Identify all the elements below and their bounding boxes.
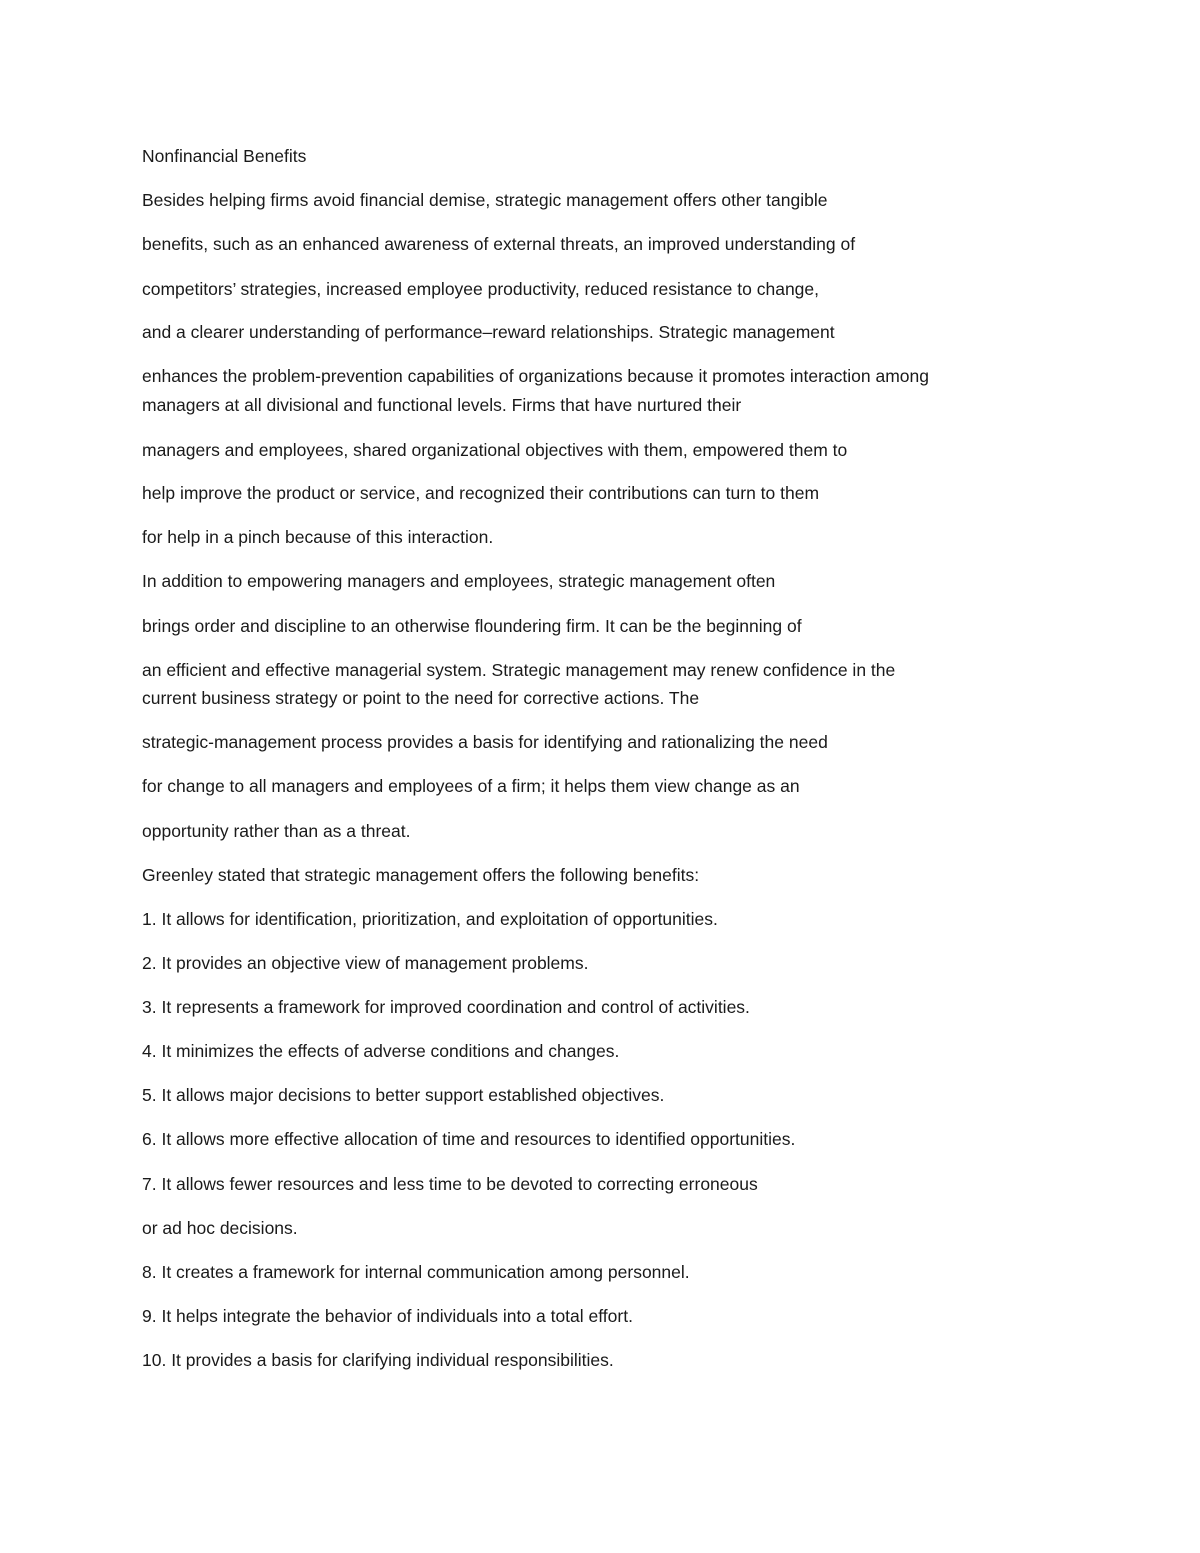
- text-line: current business strategy or point to the need for corrective actions. The: [142, 688, 700, 708]
- document-heading: Nonfinancial Benefits: [142, 146, 307, 166]
- text-line: managers at all divisional and functional levels. Firms that have nurtured their: [142, 395, 742, 415]
- text-line: enhances the problem-prevention capabilities of organizations because it promotes interaction among: [142, 366, 929, 386]
- text-line: competitors’ strategies, increased employee productivity, reduced resistance to change,: [142, 279, 820, 299]
- list-item: 3. It represents a framework for improved coordination and control of activities.: [142, 997, 750, 1017]
- list-item: 1. It allows for identification, prioritization, and exploitation of opportunities.: [142, 909, 718, 929]
- text-line: Besides helping firms avoid financial demise, strategic management offers other tangible: [142, 190, 828, 210]
- list-item: 10. It provides a basis for clarifying individual responsibilities.: [142, 1350, 614, 1370]
- list-item: 2. It provides an objective view of management problems.: [142, 953, 589, 973]
- text-line: managers and employees, shared organizational objectives with them, empowered them to: [142, 440, 848, 460]
- list-item: 4. It minimizes the effects of adverse conditions and changes.: [142, 1041, 620, 1061]
- text-line: brings order and discipline to an otherwise floundering firm. It can be the beginning of: [142, 616, 802, 636]
- text-line: In addition to empowering managers and employees, strategic management often: [142, 571, 776, 591]
- text-line: opportunity rather than as a threat.: [142, 821, 411, 841]
- list-item: 6. It allows more effective allocation of time and resources to identified opportunities.: [142, 1129, 796, 1149]
- text-line: benefits, such as an enhanced awareness of external threats, an improved understanding of: [142, 234, 856, 254]
- text-line: for change to all managers and employees of a firm; it helps them view change as an: [142, 776, 800, 796]
- list-item: 7. It allows fewer resources and less time to be devoted to correcting erroneous: [142, 1174, 758, 1194]
- text-line: strategic-management process provides a basis for identifying and rationalizing the need: [142, 732, 828, 752]
- text-line: Greenley stated that strategic management offers the following benefits:: [142, 865, 700, 885]
- text-line: an efficient and effective managerial system. Strategic management may renew confidence in the: [142, 660, 896, 680]
- list-item: 9. It helps integrate the behavior of individuals into a total effort.: [142, 1306, 633, 1326]
- text-line: for help in a pinch because of this interaction.: [142, 527, 494, 547]
- list-item: 5. It allows major decisions to better support established objectives.: [142, 1085, 665, 1105]
- text-line: and a clearer understanding of performance–reward relationships. Strategic management: [142, 322, 835, 342]
- list-item: 8. It creates a framework for internal communication among personnel.: [142, 1262, 690, 1282]
- text-line: help improve the product or service, and recognized their contributions can turn to them: [142, 483, 820, 503]
- list-item-continuation: or ad hoc decisions.: [142, 1218, 298, 1238]
